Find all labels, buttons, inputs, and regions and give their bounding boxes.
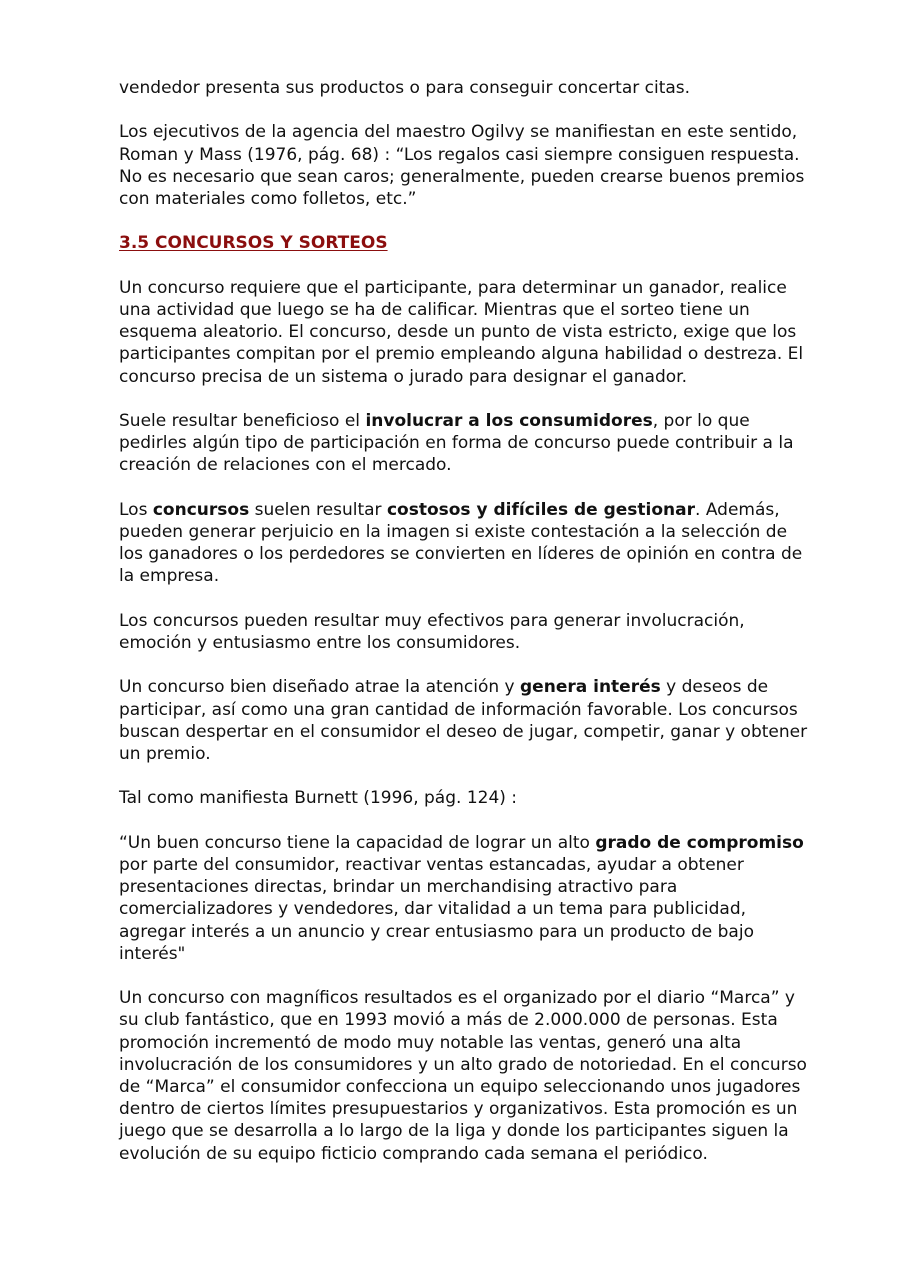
section-heading: 3.5 CONCURSOS Y SORTEOS (119, 233, 388, 254)
paragraph-efectivos: Los concursos pueden resultar muy efectivos para generar involucración, emoción y entusiasmo entre los consumidores. (119, 610, 745, 653)
paragraph-marca: Un concurso con magníficos resultados es el organizado por el diario “Marca” y su club fantástico, que en 1993 movió a más de 2.000.000 de personas. Esta promoción incrementó de modo muy notable las ventas, generó una alta involucración de los consumidores y un alto grado de notoriedad. En el concurso de “Marca” el consumidor confecciona un equipo seleccionando unos jugadores dentro de ciertos límites presupuestarios y organizativos. Esta promoción es un juego que se desarrolla a lo largo de la liga y donde los participantes siguen la evolución de su equipo ficticio comprando cada semana el periódico. (119, 988, 807, 1164)
text-run: Suele resultar beneficioso el (119, 410, 366, 431)
paragraph-concurso-definition: Un concurso requiere que el participante, para determinar un ganador, realice una actividad que luego se ha de calificar. Mientras que el sorteo tiene un esquema aleatorio. El concurso, desde un punto de vista estricto, exige que los participantes compitan por el premio empleando alguna habilidad o destreza. El concurso precisa de un sistema o jurado para designar el ganador. (119, 277, 804, 387)
paragraph-ogilvy-quote: Los ejecutivos de la agencia del maestro Ogilvy se manifiestan en este sentido, Roman y Mass (1976, pág. 68) : “Los regalos casi siempre consiguen respuesta. No es necesario que sean caros; generalmente, pueden crearse buenos premios con materiales como folletos, etc.” (119, 122, 805, 209)
paragraph-burnett-quote (119, 832, 809, 965)
text-run: “Un buen concurso tiene la capacidad de lograr un alto (119, 832, 596, 853)
paragraph-genera-interes (119, 676, 809, 765)
text-run: Los (119, 499, 153, 520)
paragraph-costosos (119, 499, 809, 588)
text-run: , por lo que pedirles algún tipo de participación en forma de concurso puede contribuir a la creación de relaciones con el mercado. (119, 410, 794, 476)
bold-text: genera interés (520, 677, 661, 698)
paragraph-continuation: vendedor presenta sus productos o para conseguir concertar citas. (119, 78, 691, 98)
bold-text: concursos (152, 499, 250, 520)
text-run: por parte del consumidor, reactivar ventas estancadas, ayudar a obtener presentaciones directas, brindar un merchandising atractivo para comercializadores y vendedores, dar vitalidad a un tema para publicidad, agregar interés a un anuncio y crear entusiasmo para un producto de bajo interés" (119, 854, 754, 964)
text-run: Un concurso bien diseñado atrae la atención y (119, 677, 521, 698)
bold-text: costosos y difíciles de gestionar (386, 499, 696, 520)
text-run: suelen resultar (249, 499, 387, 520)
text-run: y deseos de participar, así como una gran cantidad de información favorable. Los concursos buscan despertar en el consumidor el deseo de jugar, competir, ganar y obtener un premio. (119, 677, 808, 764)
document-page (119, 77, 809, 1187)
paragraph-burnett-intro: Tal como manifiesta Burnett (1996, pág. 124) : (119, 788, 518, 809)
paragraph-involucrar (119, 410, 809, 477)
bold-text: grado de compromiso (595, 832, 804, 853)
text-run: . Además, pueden generar perjuicio en la imagen si existe contestación a la selección de los ganadores o los perdedores se convierten en líderes de opinión en contra de la empresa. (119, 499, 803, 587)
bold-text: involucrar a los consumidores (365, 410, 653, 431)
